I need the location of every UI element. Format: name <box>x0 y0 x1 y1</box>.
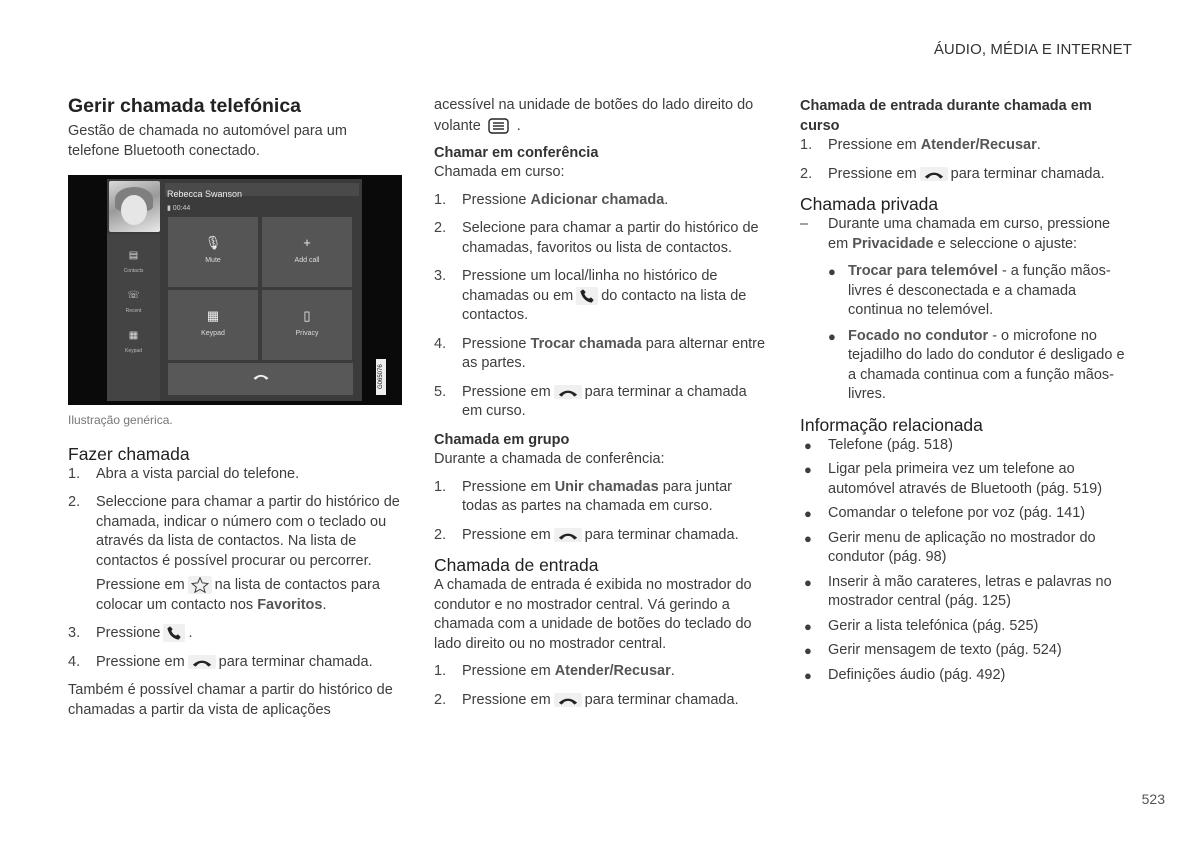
sidebar-item-recent[interactable]: ☏ Recent <box>107 290 160 322</box>
keypad-icon: ▦ <box>128 330 139 341</box>
figure-code: G065076 <box>376 359 386 395</box>
sidebar-item-keypad[interactable]: ▦ Keypad <box>107 330 160 362</box>
list-item: 1. Abra a vista parcial do telefone. <box>68 465 300 482</box>
grupo-sub: Durante a chamada de conferência: <box>434 451 665 468</box>
list-item: 1. Pressione em Unir chamadas para juntar todas as partes na chamada em curso. <box>434 478 733 515</box>
add-call-tile[interactable]: + Add call <box>262 217 352 287</box>
bullet-icon: ● <box>804 618 812 634</box>
heading-info: Informação relacionada <box>800 414 983 435</box>
related-link[interactable]: ● Inserir à mão carateres, letras e palavras no mostrador central (pág. 125) <box>804 573 1112 609</box>
figure-caption: Ilustração genérica. <box>68 413 173 427</box>
fazer-footer: Também é possível chamar a partir do histórico de chamadas a partir da vista de aplicações <box>68 682 393 718</box>
list-item: 1. Pressione em Atender/Recusar. <box>434 663 675 680</box>
list-item: 3. Pressione . <box>68 625 193 641</box>
call-screen <box>107 179 362 401</box>
microphone-icon: 🎙 <box>204 235 222 250</box>
section-header: ÁUDIO, MÉDIA E INTERNET <box>933 41 1132 58</box>
privacy-tile[interactable]: ▯ Privacy <box>262 290 352 360</box>
bullet-icon: ● <box>804 574 812 590</box>
list-item: 2. Pressione em para terminar chamada. <box>434 526 739 543</box>
list-item: 2. Selecione para chamar a partir do histórico de chamadas, favoritos ou lista de contactos. <box>434 220 759 256</box>
bullet-icon: ● <box>804 462 812 477</box>
hang-up-icon <box>188 655 216 669</box>
list-item: 1. Pressione Adicionar chamada. <box>434 191 669 208</box>
call-timer: ▮ 00:44 <box>167 205 191 212</box>
keypad-tile[interactable]: ▦ Keypad <box>168 290 258 360</box>
caller-avatar <box>109 181 160 232</box>
list-item: ● Trocar para telemóvel - a função mãos-livres é desconectada e a chamada continua no telemóvel. <box>828 263 1111 318</box>
phone-icon <box>163 624 185 642</box>
bullet-icon: ● <box>804 530 812 546</box>
intro-text: Gestão de chamada no automóvel para um telefone Bluetooth conectado. <box>68 123 347 159</box>
star-icon <box>188 576 212 594</box>
hang-up-icon <box>252 371 270 381</box>
hang-up-icon <box>554 528 582 542</box>
mute-tile[interactable]: 🎙 Mute <box>168 217 258 287</box>
related-link[interactable]: ● Definições áudio (pág. 492) <box>800 666 1134 686</box>
caller-name: Rebecca Swanson <box>167 189 243 199</box>
list-item: 4. Pressione Trocar chamada para alternar entre as partes. <box>434 335 766 372</box>
related-link[interactable]: ● Gerir a lista telefónica (pág. 525) <box>800 617 1134 637</box>
privada-options <box>828 262 1134 405</box>
heading-grupo: Chamada em grupo <box>434 431 570 448</box>
bullet-icon: ● <box>804 437 812 453</box>
hang-up-icon <box>554 693 582 707</box>
end-call-bar[interactable] <box>168 363 353 395</box>
durante-steps <box>800 136 1134 184</box>
related-link[interactable]: ● Telefone (pág. 518) <box>800 436 1134 456</box>
entrada-steps <box>434 662 768 710</box>
phone-sidebar <box>107 234 160 401</box>
related-info-list <box>800 436 1134 686</box>
list-item: 1. Pressione em Atender/Recusar. <box>800 137 1041 153</box>
hang-up-icon <box>554 385 582 399</box>
list-item: 2. Pressione em para terminar chamada. <box>434 691 739 708</box>
recent-calls-icon: ☏ <box>127 290 140 301</box>
continued-text: acessível na unidade de botões do lado direito do volante . <box>434 96 768 136</box>
page-title: Gerir chamada telefónica <box>68 95 302 117</box>
page-number: 523 <box>1141 791 1165 807</box>
hang-up-icon <box>920 167 948 181</box>
fazer-steps <box>68 465 402 673</box>
bullet-icon: ● <box>804 667 812 683</box>
list-item: ● Focado no condutor - o microfone no tejadilho do lado do condutor é desligado e a chamada continua com a função mãos-livres. <box>828 327 1125 402</box>
phone-icon <box>576 287 598 305</box>
related-link[interactable]: ● Ligar pela primeira vez um telefone ao automóvel através de Bluetooth (pág. 519) <box>804 461 1103 497</box>
list-item: 2. Pressione em para terminar chamada. <box>800 165 1105 182</box>
bullet-icon: ● <box>804 643 812 658</box>
privada-list <box>800 215 1134 405</box>
heading-conferencia: Chamar em conferência <box>434 144 599 161</box>
phone-device-icon: ▯ <box>303 308 311 323</box>
heading-entrada: Chamada de entrada <box>434 555 599 576</box>
list-item: 4. Pressione em para terminar chamada. <box>68 653 373 670</box>
heading-durante: Chamada de entrada durante chamada em curso <box>800 98 1092 134</box>
related-link[interactable]: ● Gerir menu de aplicação no mostrador do condutor (pág. 98) <box>804 529 1096 565</box>
related-link[interactable]: ● Gerir mensagem de texto (pág. 524) <box>800 641 1134 661</box>
call-time: 00:44 <box>172 205 191 212</box>
menu-button-icon <box>484 116 514 136</box>
keypad-icon: ▦ <box>206 308 220 323</box>
list-item: 5. Pressione em para terminar a chamada em curso. <box>434 383 747 420</box>
list-item: 2. Seleccione para chamar a partir do histórico de chamada, indicar o número com o teclado ou através da lista de contactos. Na lista de contactos é possível procurar ou percorrer. Pressione em na lista de contactos para colocar um contacto nos Favoritos. <box>68 494 400 613</box>
related-link[interactable]: ● Comandar o telefone por voz (pág. 141) <box>800 504 1134 524</box>
entrada-text: A chamada de entrada é exibida no mostrador do condutor e no mostrador central. Vá gerindo a chamada com a unidade de botões do teclado do lado direito ou no mostrador central. <box>434 577 752 652</box>
list-item: – Durante uma chamada em curso, pressione em Privacidade e seleccione o ajuste: ● Trocar para telemóvel - a função mãos-livres é desconectada e a chamada continua no telemóvel. ● Focado no condutor - o microfone no tejadilho do lado do condutor é desligado e a chamada continua com a função mãos-livres. <box>800 215 1134 405</box>
plus-icon: + <box>303 235 311 250</box>
sidebar-item-contacts[interactable]: ▤ Contacts <box>107 250 160 282</box>
heading-fazer-chamada: Fazer chamada <box>68 443 190 464</box>
list-item: 3. Pressione um local/linha no histórico de chamadas ou em do contacto na lista de contactos. <box>434 268 747 324</box>
conferencia-sub: Chamada em curso: <box>434 164 565 181</box>
conferencia-steps <box>434 191 768 422</box>
contacts-icon: ▤ <box>128 250 139 261</box>
grupo-steps <box>434 478 768 546</box>
heading-privada: Chamada privada <box>800 194 939 214</box>
phone-call-screenshot <box>68 175 402 405</box>
bullet-icon: ● <box>804 506 812 521</box>
